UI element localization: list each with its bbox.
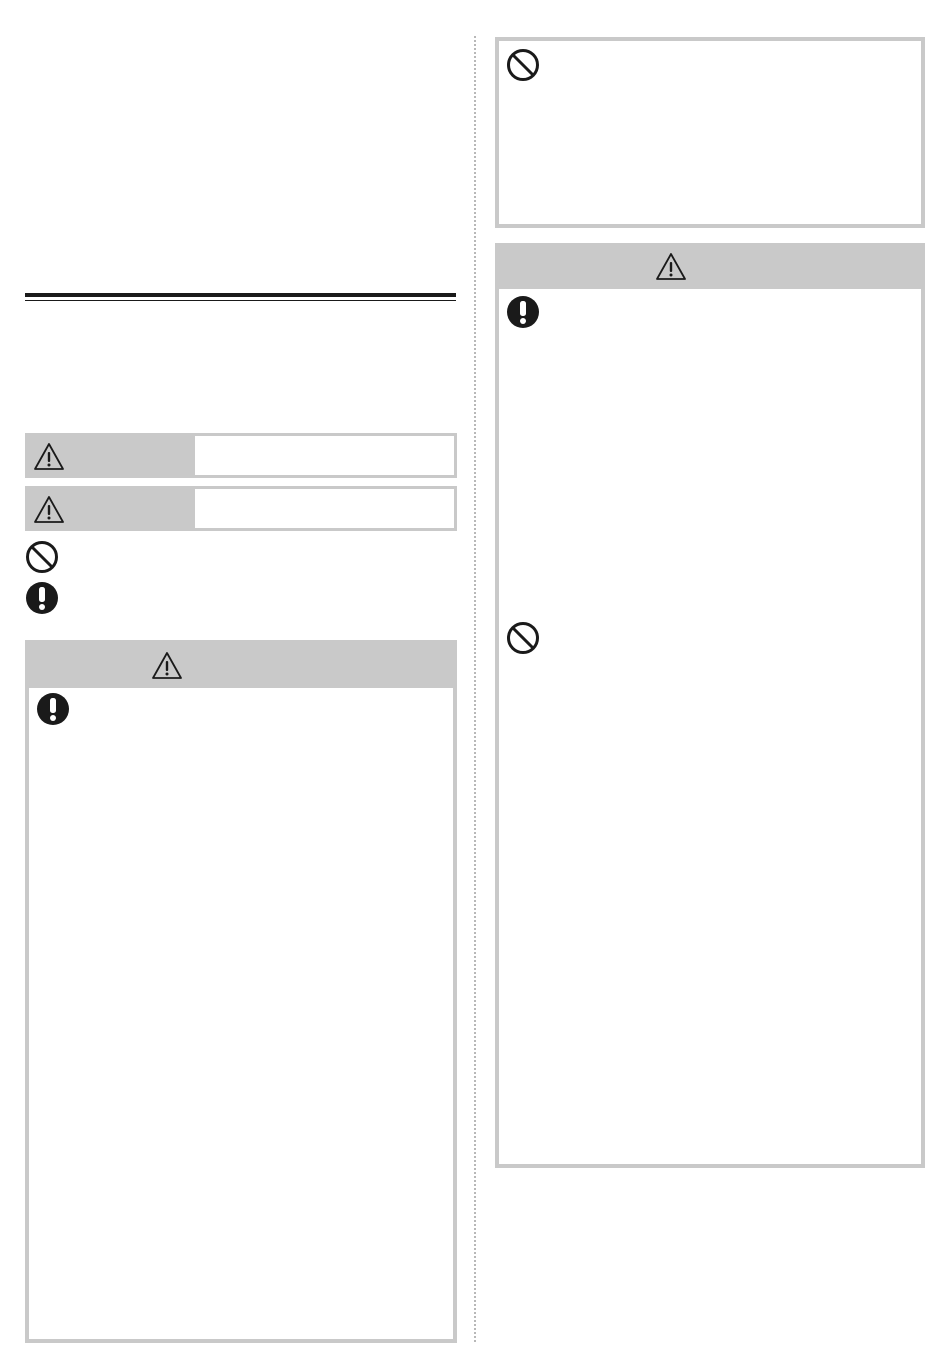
section-heading-rule-thin (25, 300, 456, 301)
mandatory-action-icon (25, 581, 59, 615)
column-divider (474, 36, 476, 1342)
warning-triangle-icon (151, 651, 183, 681)
mandatory-action-icon (36, 692, 70, 726)
section-heading-rule (25, 293, 456, 297)
legend-row-caution (25, 486, 457, 531)
prohibition-icon (506, 621, 540, 655)
warning-box-right (495, 243, 925, 1168)
warning-triangle-icon (33, 495, 65, 525)
legend-row-warning (25, 433, 457, 478)
prohibition-icon (506, 48, 540, 82)
warning-box-left (25, 640, 457, 1343)
warning-triangle-icon (33, 442, 65, 472)
notice-box-right-top (495, 37, 925, 228)
prohibition-icon (25, 540, 59, 574)
warning-box-header (499, 247, 921, 289)
warning-box-header (29, 644, 453, 688)
warning-triangle-icon (655, 252, 687, 282)
mandatory-action-icon (506, 295, 540, 329)
